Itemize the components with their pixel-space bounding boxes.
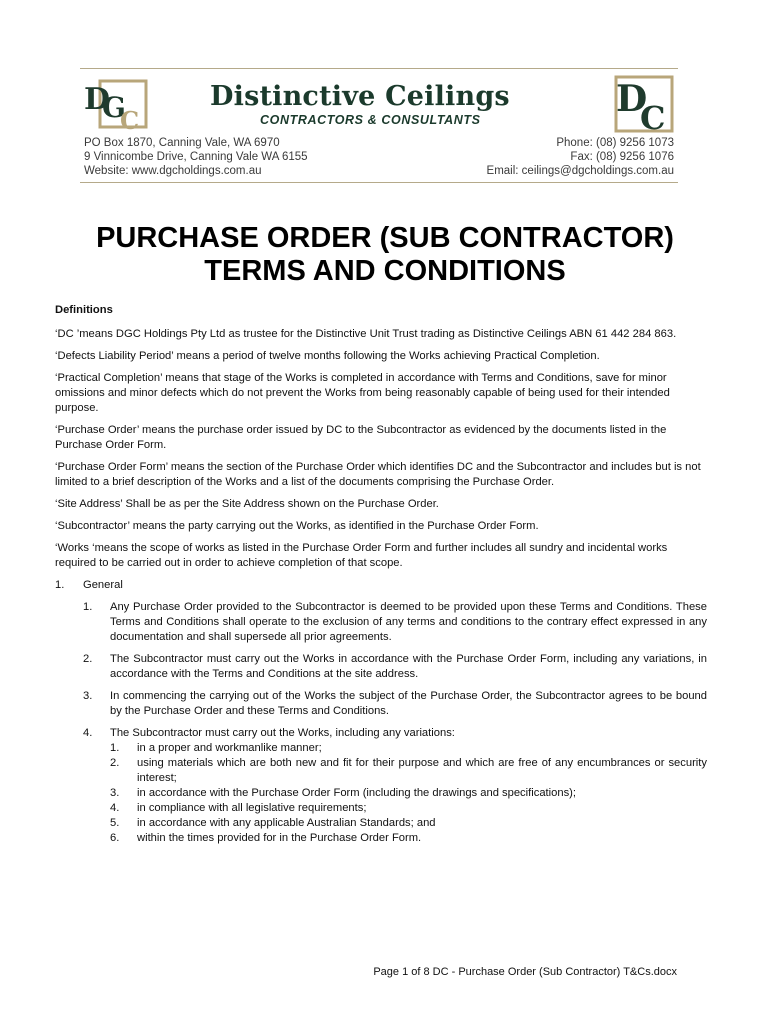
clause-text: The Subcontractor must carry out the Works, including any variations: [110, 727, 455, 739]
website-line: Website: www.dgcholdings.com.au [84, 165, 262, 177]
clause [55, 652, 707, 682]
sub-clause-number: 5. [110, 817, 120, 829]
title-line-2: TERMS AND CONDITIONS [204, 255, 566, 287]
title-line-1: PURCHASE ORDER (SUB CONTRACTOR) [96, 222, 674, 254]
company-subtitle: CONTRACTORS & CONSULTANTS [260, 113, 481, 127]
sub-clause-text: in a proper and workmanlike manner; [137, 742, 322, 754]
sub-clause [110, 786, 707, 801]
sub-clause [110, 756, 707, 786]
document-body [55, 303, 707, 853]
letterhead [80, 68, 678, 186]
section-heading [55, 578, 707, 593]
sub-clause-text: using materials which are both new and fit for their purpose and which are free of any encumbrances or security interest; [137, 757, 707, 784]
svg-text:C: C [120, 106, 140, 133]
sub-clause-number: 6. [110, 832, 120, 844]
definitions-heading: Definitions [55, 304, 113, 316]
email-line: Email: ceilings@dgcholdings.com.au [486, 165, 674, 177]
clause-text: The Subcontractor must carry out the Works in accordance with the Purchase Order Form, including any variations, in accordance with the Terms and Conditions at the site address. [110, 653, 707, 680]
definition-item: ‘Practical Completion’ means that stage of the Works is completed in accordance with Terms and Conditions, save for minor omissions and minor defects which do not prevent the Works from being reasonably capable of being used for their intended purpose. [55, 372, 670, 414]
definition-item: ‘Defects Liability Period’ means a period of twelve months following the Works achieving Practical Completion. [55, 350, 600, 362]
sub-clause [110, 831, 707, 846]
letterhead-bottom-rule [80, 182, 678, 183]
clause [55, 689, 707, 719]
svg-text:G: G [102, 91, 126, 124]
section-number: 1. [55, 579, 65, 591]
sub-clause-text: in accordance with any applicable Australian Standards; and [137, 817, 436, 829]
definition-item: ‘Site Address’ Shall be as per the Site Address shown on the Purchase Order. [55, 498, 439, 510]
phone-line: Phone: (08) 9256 1073 [556, 137, 674, 149]
clause-number: 3. [83, 690, 93, 702]
svg-text:D: D [84, 82, 111, 117]
sub-clause [110, 801, 707, 816]
sub-clause [110, 741, 707, 756]
clause [55, 600, 707, 645]
address-line: PO Box 1870, Canning Vale, WA 6970 [84, 137, 280, 149]
document-title [0, 222, 770, 288]
section-title: General [83, 579, 123, 591]
definition-item: ‘Purchase Order’ means the purchase order issued by DC to the Subcontractor as evidenced by the documents listed in the Purchase Order Form. [55, 424, 667, 451]
sub-clause-text: in accordance with the Purchase Order Form (including the drawings and specifications); [137, 787, 577, 799]
letterhead-top-rule [80, 68, 678, 69]
sub-clause-text: in compliance with all legislative requirements; [137, 802, 367, 814]
sub-clause [110, 816, 707, 831]
svg-text:D: D [616, 78, 648, 120]
clause-number: 1. [83, 601, 93, 613]
company-contact [487, 136, 674, 178]
company-name: Distinctive Ceilings [210, 81, 510, 112]
dc-logo [610, 71, 678, 133]
sub-clause-number: 2. [110, 757, 120, 769]
fax-line: Fax: (08) 9256 1076 [570, 151, 674, 163]
clause [55, 726, 707, 846]
definition-item: ‘Works ‘means the scope of works as listed in the Purchase Order Form and further includes all sundry and incidental works required to be carried out in order to achieve completion of that scope. [55, 542, 668, 569]
definition-item: ‘Purchase Order Form’ means the section of the Purchase Order which identifies DC and the Subcontractor and includes but is not limited to a brief description of the Works and a list of the documents comprising the Purchase Order. [55, 461, 701, 488]
svg-text:C: C [640, 99, 666, 133]
clause-number: 4. [83, 727, 93, 739]
company-address [84, 136, 308, 178]
sub-clause-number: 3. [110, 787, 120, 799]
dgc-logo [82, 73, 150, 133]
sub-clause-number: 4. [110, 802, 120, 814]
clause-text: In commencing the carrying out of the Works the subject of the Purchase Order, the Subcontractor agrees to be bound by the Purchase Order and these Terms and Conditions. [110, 690, 707, 717]
definition-item: ‘DC ’means DGC Holdings Pty Ltd as trustee for the Distinctive Unit Trust trading as Distinctive Ceilings ABN 61 442 284 863. [55, 328, 677, 340]
clause-body [110, 726, 707, 846]
page-footer: Page 1 of 8 DC - Purchase Order (Sub Contractor) T&Cs.docx [373, 966, 677, 978]
definition-item: ‘Subcontractor’ means the party carrying out the Works, as identified in the Purchase Order Form. [55, 520, 539, 532]
clause-number: 2. [83, 653, 93, 665]
address-line: 9 Vinnicombe Drive, Canning Vale WA 6155 [84, 151, 308, 163]
sub-clause-text: within the times provided for in the Purchase Order Form. [137, 832, 422, 844]
clause-text: Any Purchase Order provided to the Subcontractor is deemed to be provided upon these Terms and Conditions. These Terms and Conditions shall operate to the exclusion of any terms and conditions to the contrary effect expressed in any documentation and shall supersede all prior agreements. [110, 601, 707, 643]
sub-clause-number: 1. [110, 742, 120, 754]
